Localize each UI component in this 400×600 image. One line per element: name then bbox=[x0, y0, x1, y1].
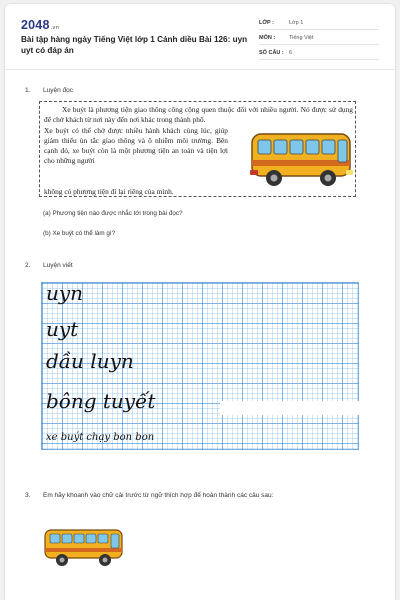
header-divider bbox=[5, 69, 395, 70]
meta-grade bbox=[259, 17, 379, 30]
reading-para-3: không có phương tiện đi lại riêng của mình. bbox=[44, 187, 174, 196]
small-bus-illustration bbox=[43, 527, 125, 569]
school-bus-illustration bbox=[250, 128, 354, 190]
question-b: (b) Xe buýt có thể làm gì? bbox=[43, 230, 116, 237]
reading-para-2: Xe buýt có thể chở được nhiều hành khách cùng lúc, giúp giảm thiểu ùn tắc giao thông và ô nhiễm môi trường. Bên cạnh đó, xe buýt còn là một phương tiện an toàn và tiện lợi cho những người bbox=[44, 125, 228, 166]
meta-count-key: SỐ CÂU : bbox=[259, 50, 284, 56]
page-title: Bài tập hàng ngày Tiếng Việt lớp 1 Cánh diều Bài 126: uyn uyt có đáp án bbox=[21, 35, 248, 55]
cursive-word-5: xe buýt chạy bon bon bbox=[46, 432, 155, 443]
meta-subject-value: Tiếng Việt bbox=[289, 35, 314, 41]
grid-gap bbox=[220, 401, 360, 415]
meta-question-count bbox=[259, 47, 379, 60]
reading-para-1: Xe buýt là phương tiện giao thông công cộng quen thuộc đối với nhiều người. Nó được sử dụng để chở khách từ nơi này đến nơi khác trong thành phố. bbox=[44, 105, 353, 125]
section1-number: 1. bbox=[25, 87, 31, 94]
meta-grade-value: Lớp 1 bbox=[289, 20, 304, 26]
logo-text: 2048 bbox=[21, 18, 50, 32]
site-logo[interactable] bbox=[21, 18, 59, 32]
section3-number: 3. bbox=[25, 492, 31, 499]
cursive-word-1: uyn bbox=[46, 281, 84, 305]
handwriting-grid bbox=[41, 282, 359, 450]
meta-count-value: 6 bbox=[289, 50, 293, 56]
section1-label: Luyện đọc bbox=[43, 87, 73, 94]
meta-subject-key: MÔN : bbox=[259, 35, 276, 41]
cursive-word-2: uyt bbox=[46, 317, 79, 341]
meta-subject bbox=[259, 32, 379, 45]
reading-passage-box bbox=[39, 101, 356, 197]
cursive-word-3: dầu luyn bbox=[46, 349, 134, 373]
question-a: (a) Phương tiện nào được nhắc tới trong bài đọc? bbox=[43, 210, 183, 217]
section2-label: Luyện viết bbox=[43, 262, 73, 269]
cursive-word-4: bông tuyết bbox=[46, 389, 156, 413]
logo-suffix: .vn bbox=[50, 25, 60, 31]
meta-grade-key: LỚP : bbox=[259, 20, 274, 26]
section2-number: 2. bbox=[25, 262, 31, 269]
section3-label: Em hãy khoanh vào chữ cái trước từ ngữ thích hợp để hoàn thành các câu sau: bbox=[43, 492, 274, 499]
worksheet-page bbox=[5, 4, 395, 600]
